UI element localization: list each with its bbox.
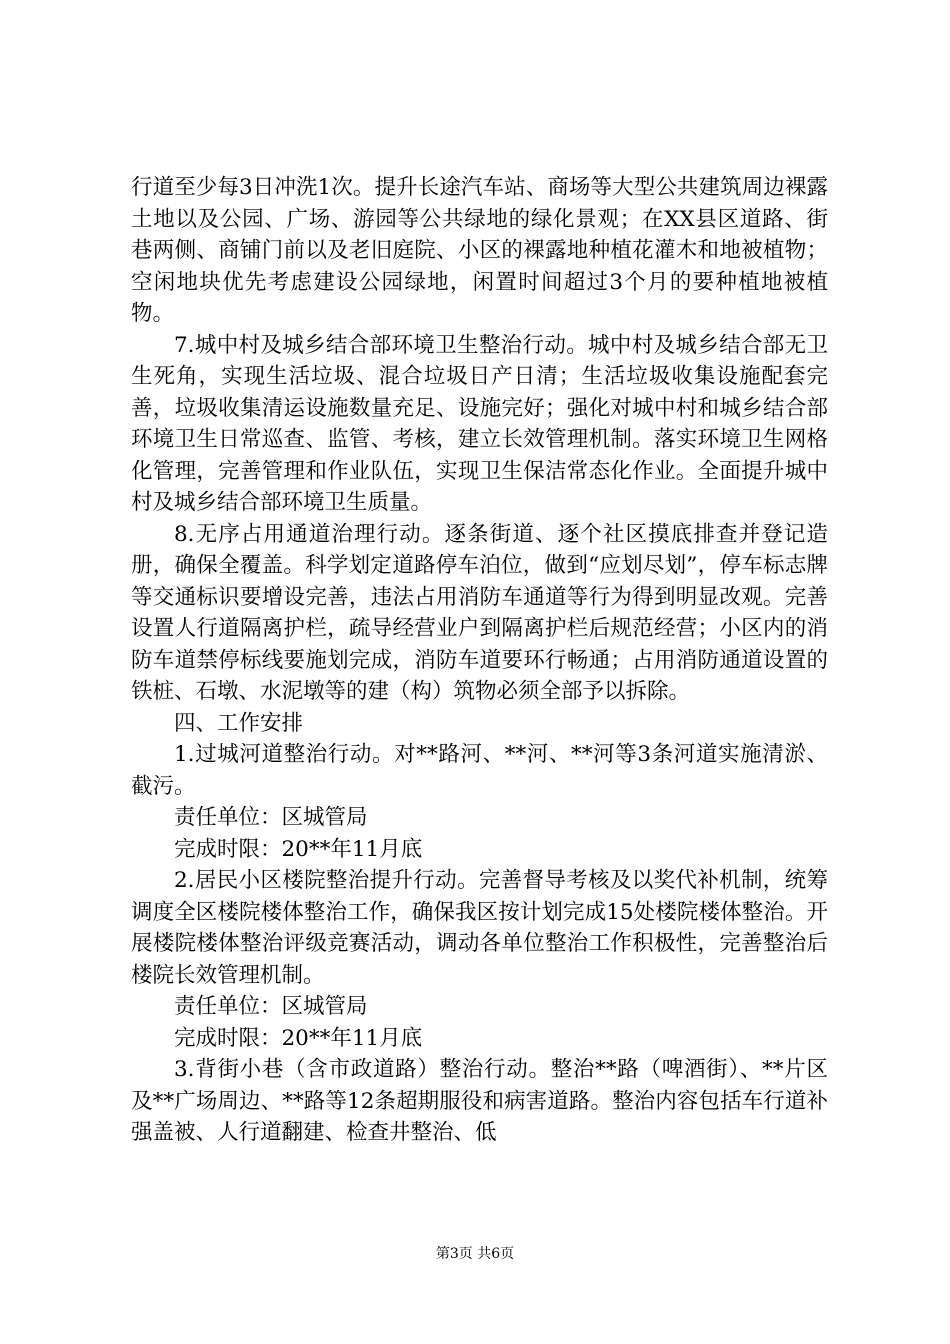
paragraph: 责任单位：区城管局 (174, 994, 368, 1019)
paragraph: 行道至少每3日冲洗1次。提升长途汽车站、商场等大型公共建筑周边裸露土地以及公园、广场、游园等公共绿地的绿化景观；在XX县区道路、街巷两侧、商铺门前以及老旧庭院、小区的裸露地种植花灌木和地被植物；空闲地块优先考虑建设公园绿地，闲置时间超过3个月的要种植地被植物。 (131, 175, 828, 326)
paragraph: 1.过城河道整治行动。对**路河、**河、**河等3条河道实施清淤、截污。 (131, 742, 828, 799)
paragraph: 2.居民小区楼院整治提升行动。完善督导考核及以奖代补机制，统筹调度全区楼院楼体整治工作，确保我区按计划完成15处楼院楼体整治。开展楼院楼体整治评级竞赛活动，调动各单位整治工作积极性，完善整治后楼院长效管理机制。 (131, 868, 828, 988)
document-body (131, 172, 828, 1149)
paragraph: 四、工作安排 (174, 710, 304, 736)
paragraph: 7.城中村及城乡结合部环境卫生整治行动。城中村及城乡结合部无卫生死角，实现生活垃圾、混合垃圾日产日清；生活垃圾收集设施配套完善，垃圾收集清运设施数量充足、设施完好；强化对城中村和城乡结合部环境卫生日常巡查、监管、考核，建立长效管理机制。落实环境卫生网格化管理，完善管理和作业队伍，实现卫生保洁常态化作业。全面提升城中村及城乡结合部环境卫生质量。 (131, 332, 828, 515)
paragraph: 完成时限：20**年11月底 (174, 836, 423, 862)
page-footer: 第3页 共6页 (435, 1246, 515, 1262)
paragraph: 3.背街小巷（含市政道路）整治行动。整治**路（啤酒街）、**片区及**广场周边、**路等12条超期服役和病害道路。整治内容包括车行道补强盖被、人行道翻建、检查井整治、低 (131, 1057, 828, 1145)
paragraph: 责任单位：区城管局 (174, 805, 368, 830)
paragraph: 8.无序占用通道治理行动。逐条街道、逐个社区摸底排查并登记造册，确保全覆盖。科学划定道路停车泊位，做到“应划尽划”，停车标志牌等交通标识要增设完善，违法占用消防车通道等行为得到明显改观。完善设置人行道隔离护栏，疏导经营业户到隔离护栏后规范经营；小区内的消防车道禁停标线要施划完成，消防车道要环行畅通；占用消防通道设置的铁桩、石墩、水泥墩等的建（构）筑物必须全部予以拆除。 (131, 521, 828, 704)
paragraph: 完成时限：20**年11月底 (174, 1025, 423, 1051)
